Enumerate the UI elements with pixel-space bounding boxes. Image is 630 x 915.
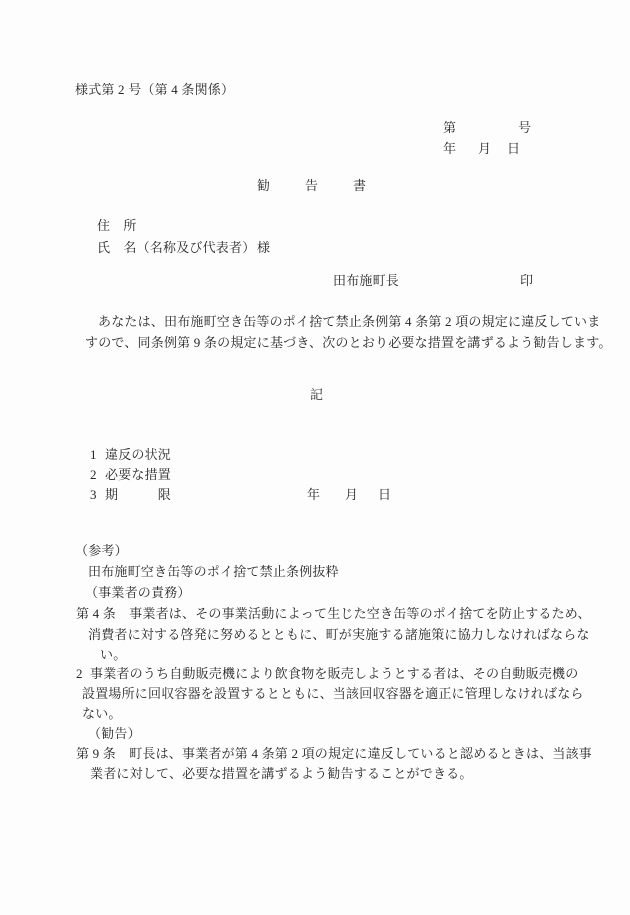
article4-line-1: 第 4 条 事業者は、その事業活動によって生じた空き缶等のポイ捨てを防止するため、 — [76, 606, 591, 621]
article9-line-2: 業者に対して、必要な措置を講ずるよう勧告することができる。 — [90, 766, 473, 781]
article4-line-2: 消費者に対する啓発に努めるとともに、町が実施する諸施策に協力しなければならな — [88, 627, 590, 642]
doc-number-prefix: 第 — [443, 120, 457, 135]
item-2-label: 必要な措置 — [105, 467, 172, 482]
item-3-label: 期 限 — [105, 487, 172, 502]
recipient-name-label: 氏 名（名称及び代表者） — [97, 240, 256, 255]
recipient-honorific: 様 — [257, 240, 271, 255]
body-line-2: すので、同条例第 9 条の規定に基づき、次のとおり必要な措置を講ずるよう勧告します。 — [85, 335, 612, 350]
duty-heading: （事業者の責務） — [85, 585, 191, 600]
body-line-1: あなたは、田布施町空き缶等のポイ捨て禁止条例第 4 条第 2 項の規定に違反していま — [98, 314, 601, 329]
article4-para2-line-2: 設置場所に回収容器を設置するとともに、当該回収容器を適正に管理しなければなら — [82, 686, 584, 701]
reference-heading: （参考） — [75, 543, 128, 558]
article4-para2-line-1: 事業者のうち自動販売機により飲食物を販売しようとする者は、その自動販売機の — [90, 666, 579, 681]
article4-para2-line-3: ない。 — [82, 706, 122, 721]
doc-number-suffix: 号 — [518, 120, 532, 135]
ordinance-title: 田布施町空き缶等のポイ捨て禁止条例抜粋 — [88, 564, 339, 579]
issue-date-day-label: 日 — [507, 141, 521, 156]
issue-date-year-label: 年 — [443, 141, 457, 156]
article9-line-1: 第 9 条 町長は、事業者が第 4 条第 2 項の規定に違反していると認めるときは、当該事 — [76, 746, 593, 761]
deadline-day-label: 日 — [378, 487, 392, 502]
item-3-number: 3 — [90, 487, 97, 502]
seal-mark: 印 — [520, 273, 534, 288]
record-marker: 記 — [310, 387, 324, 402]
item-1-number: 1 — [90, 447, 97, 462]
recommend-heading: （勧告） — [88, 726, 141, 741]
document-title: 勧告書 — [257, 178, 402, 193]
item-2-number: 2 — [90, 467, 97, 482]
article4-line-3: い。 — [100, 647, 127, 662]
deadline-year-label: 年 — [307, 487, 321, 502]
sender-title: 田布施町長 — [333, 273, 400, 288]
recipient-address-label: 住 所 — [97, 218, 137, 233]
deadline-month-label: 月 — [345, 487, 359, 502]
issue-date-month-label: 月 — [478, 141, 492, 156]
form-number: 様式第 2 号（第 4 条関係） — [75, 82, 235, 97]
item-1-label: 違反の状況 — [105, 447, 172, 462]
article4-para2-number: 2 — [76, 666, 83, 681]
